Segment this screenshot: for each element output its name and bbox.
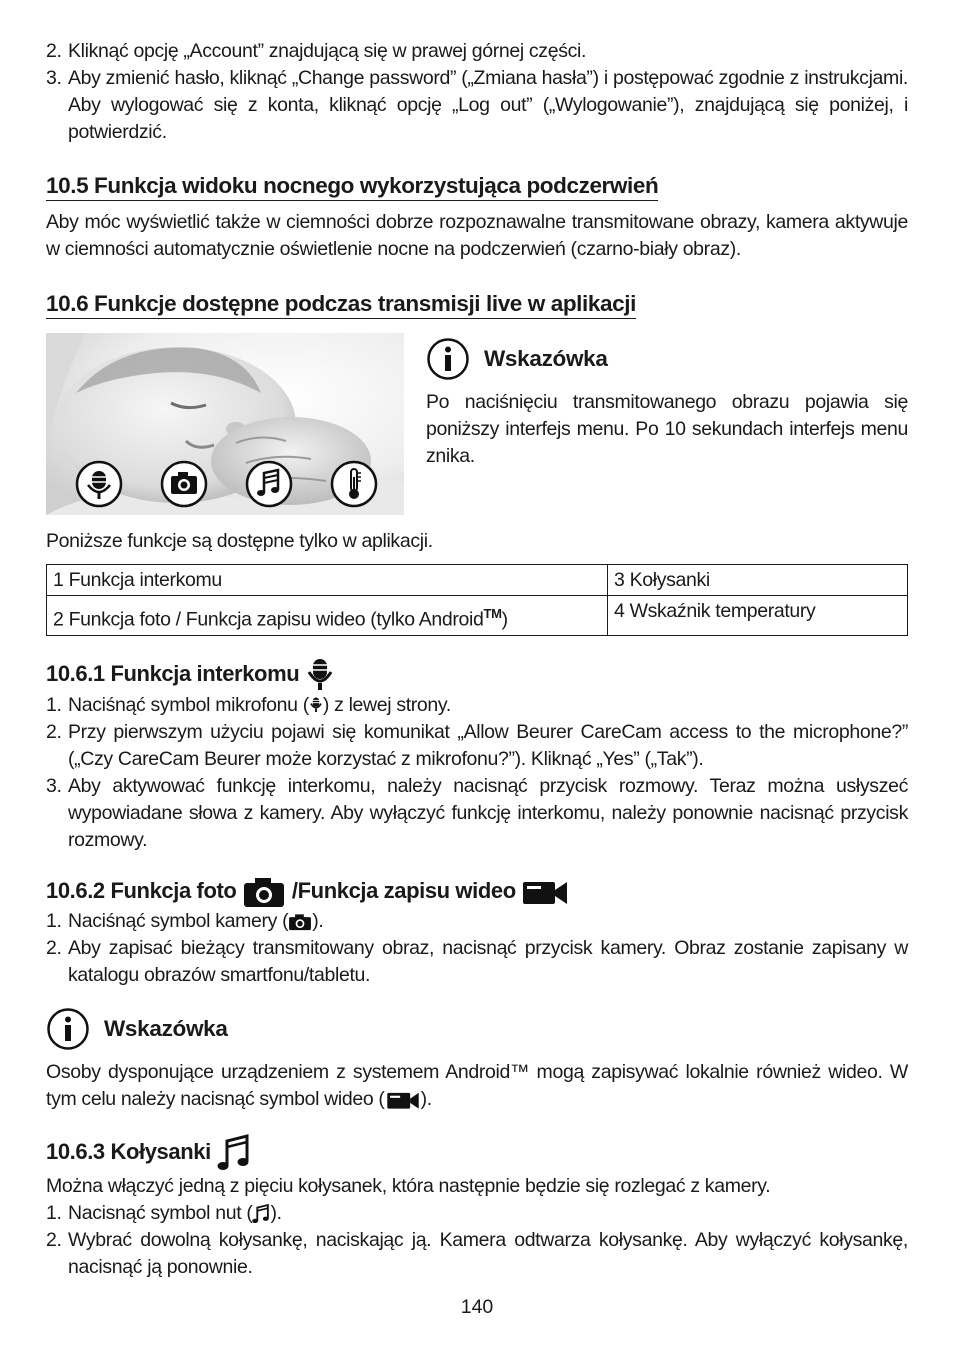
- camera-icon: [288, 913, 312, 931]
- table-cell: 3 Kołysanki: [608, 565, 908, 596]
- intro-steps: [46, 38, 908, 146]
- music-note-icon: [252, 1203, 270, 1225]
- camera-icon: [159, 459, 209, 509]
- functions-table: [46, 564, 908, 636]
- music-note-icon: [244, 459, 294, 509]
- list-item: 1. Naciśnąć symbol mikrofonu ( ) z lewej strony.: [46, 693, 451, 716]
- table-row: [47, 565, 908, 596]
- note-title: Wskazówka: [104, 1015, 228, 1041]
- list-item: 2. Przy pierwszym użyciu pojawi się komunikat „Allow Beurer CareCam access to the microphone?” („Czy CareCam Beurer może korzystać z mikrofonu?”). Kliknąć „Yes” („Tak”).: [46, 720, 908, 770]
- thermometer-icon: [329, 459, 379, 509]
- section-heading-10-6-3: 10.6.3 Kołysanki: [46, 1133, 908, 1173]
- baby-photo: [46, 333, 404, 515]
- section-heading-10-6-1: 10.6.1 Funkcja interkomu: [46, 658, 908, 692]
- list-item: 2. Kliknąć opcję „Account” znajdującą się w prawej górnej części.: [46, 40, 587, 62]
- steps-10-6-1: [46, 692, 908, 854]
- microphone-icon: [74, 459, 124, 509]
- music-note-icon: [217, 1133, 251, 1173]
- section-heading-10-6-2: 10.6.2 Funkcja foto /Funkcja zapisu wideo: [46, 876, 908, 908]
- note-title: Wskazówka: [484, 346, 608, 371]
- document-page: [46, 38, 908, 1281]
- microphone-icon: [305, 658, 335, 692]
- steps-10-6-3: [46, 1200, 908, 1281]
- table-row: [47, 596, 908, 636]
- list-item: 2. Wybrać dowolną kołysankę, naciskając ją. Kamera odtwarza kołysankę. Aby wyłączyć kołysankę, nacisnąć ją ponownie.: [46, 1228, 908, 1278]
- available-functions-text: Poniższe funkcje są dostępne tylko w aplikacji.: [46, 530, 433, 552]
- section-10-6-3-intro: Można włączyć jedną z pięciu kołysanek, która następnie będzie się rozlegać z kamery.: [46, 1174, 771, 1197]
- section-heading-10-6: 10.6 Funkcje dostępne podczas transmisji live w aplikacji: [46, 290, 636, 319]
- video-camera-icon: [385, 1090, 421, 1110]
- section-10-5-body: Aby móc wyświetlić także w ciemności dobrze rozpoznawalne transmitowane obrazy, kamera aktywuje w ciemności automatycznie oświetlenie nocne na podczerwień (czarno-biały obraz).: [46, 211, 908, 260]
- note-body-android: Osoby dysponujące urządzeniem z systemem Android™ mogą zapisywać lokalnie również wideo. W tym celu należy nacisnąć symbol wideo ( ).: [46, 1060, 908, 1110]
- section-heading-10-5: 10.5 Funkcja widoku nocnego wykorzystująca podczerwień: [46, 172, 658, 201]
- list-item: 1. Naciśnąć symbol kamery ( ).: [46, 909, 324, 932]
- table-cell: 4 Wskaźnik temperatury: [608, 596, 908, 636]
- info-icon: [46, 1007, 90, 1051]
- microphone-icon: [309, 695, 323, 715]
- page-number: 140: [460, 1296, 494, 1318]
- list-item: 2. Aby zapisać bieżący transmitowany obraz, nacisnąć przycisk kamery. Obraz zostanie zapisany w katalogu obrazów smartfonu/tabletu.: [46, 936, 908, 986]
- video-camera-icon: [522, 878, 568, 906]
- list-item: 3. Aby zmienić hasło, kliknąć „Change password” („Zmiana hasła”) i postępować zgodnie z instrukcjami. Aby wylogować się z konta, kliknąć opcję „Log out” („Wylogowanie”), znajdującą się poniżej, i potwierdzić.: [46, 67, 908, 143]
- table-cell: 1 Funkcja interkomu: [47, 565, 608, 596]
- note-body: Po naciśnięciu transmitowanego obrazu pojawia się poniższy interfejs menu. Po 10 sekundach interfejs menu znika.: [426, 391, 908, 467]
- steps-10-6-2: [46, 908, 908, 989]
- list-item: 3. Aby aktywować funkcję interkomu, należy nacisnąć przycisk rozmowy. Teraz można usłyszeć wypowiadane słowa z kamery. Aby wyłączyć funkcję interkomu, należy ponownie nacisnąć przycisk rozmowy.: [46, 774, 908, 851]
- table-cell: 2 Funkcja foto / Funkcja zapisu wideo (tylko Android™): [47, 596, 608, 636]
- info-icon: [426, 337, 470, 381]
- camera-icon: [242, 876, 286, 908]
- list-item: 1. Nacisnąć symbol nut ( ).: [46, 1201, 282, 1224]
